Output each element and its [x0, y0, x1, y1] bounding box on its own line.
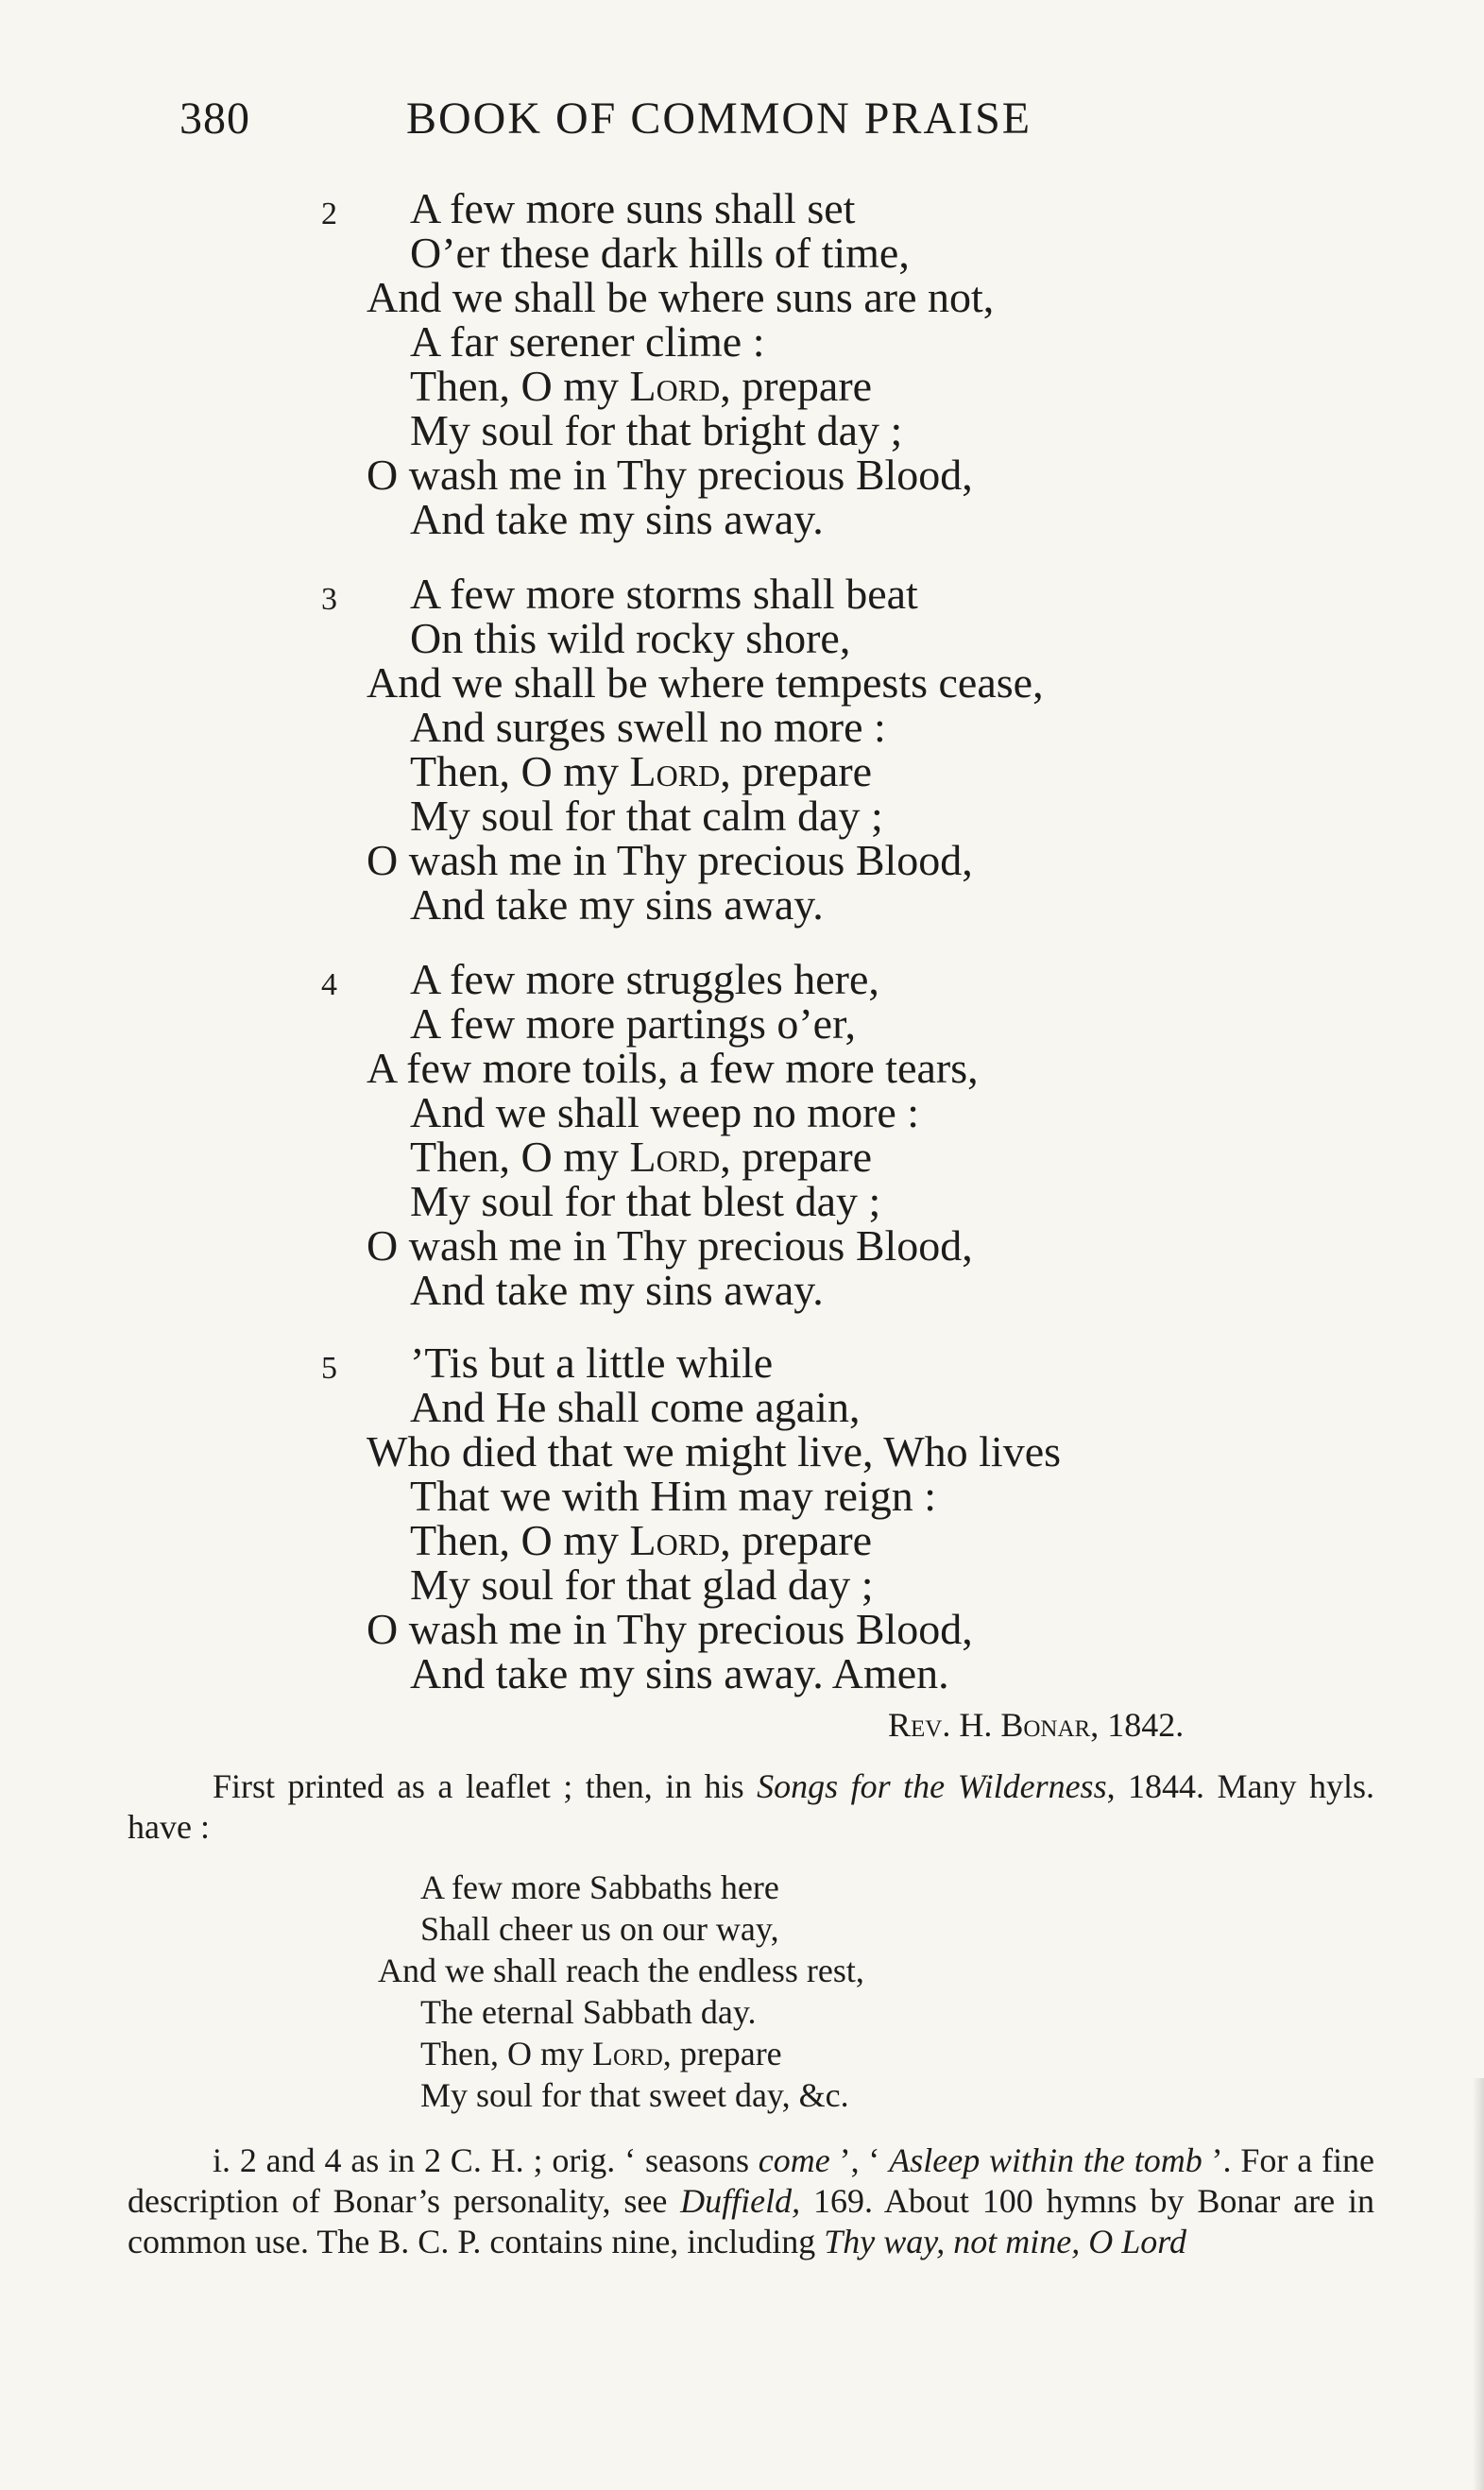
stanza-number: 3	[321, 582, 337, 617]
hymn-attribution	[888, 1705, 1184, 1745]
verse-line: And take my sins away.	[410, 880, 824, 929]
verse-line: My soul for that calm day ;	[410, 792, 883, 840]
verse-line: That we with Him may reign :	[410, 1472, 936, 1520]
note-first-printed: First printed as a leaflet ; then, in his Songs for the Wilderness, 1844. Many hyls. have :	[128, 1767, 1375, 1846]
verse-line: And we shall be where suns are not,	[367, 273, 995, 321]
verse-line: And take my sins away.	[410, 1266, 824, 1314]
verse-line: On this wild rocky shore,	[410, 614, 851, 662]
verse-line: A few more suns shall set	[410, 184, 856, 232]
verse-line: O’er these dark hills of time,	[410, 229, 910, 277]
author-year: , 1842.	[1090, 1706, 1185, 1744]
quoted-line: Then, O my Lord, prepare	[420, 2035, 782, 2072]
quoted-line: And we shall reach the endless rest,	[378, 1952, 864, 1989]
verse-line: And we shall weep no more :	[410, 1088, 920, 1136]
stanza-number: 2	[321, 196, 337, 231]
quoted-line: A few more Sabbaths here	[420, 1868, 779, 1906]
verse-line: Who died that we might live, Who lives	[367, 1427, 1062, 1475]
verse-line: And we shall be where tempests cease,	[367, 658, 1044, 707]
verse-line: A far serener clime :	[410, 317, 765, 366]
author-name: Rev. H. Bonar	[888, 1706, 1091, 1744]
page-header	[179, 93, 1152, 159]
verse-line: Then, O my Lord, prepare	[410, 747, 873, 795]
verse-line: My soul for that blest day ;	[410, 1177, 881, 1225]
verse-line: My soul for that glad day ;	[410, 1561, 874, 1609]
verse-line: And take my sins away. Amen.	[410, 1649, 949, 1697]
verse-line: And take my sins away.	[410, 495, 824, 543]
verse-line: Then, O my Lord, prepare	[410, 362, 873, 410]
verse-line: ’Tis but a little while	[410, 1339, 774, 1387]
running-title: BOOK OF COMMON PRAISE	[406, 94, 1032, 144]
quoted-line: My soul for that sweet day, &c.	[420, 2076, 849, 2114]
verse-line: My soul for that bright day ;	[410, 406, 903, 454]
verse-line: A few more partings o’er,	[410, 999, 857, 1048]
note-variants: i. 2 and 4 as in 2 C. H. ; orig. ‘ seasons come ’, ‘ Asleep within the tomb ’. For a fine description of Bonar’s personality, see Duffield, 169. About 100 hymns by Bonar are in common use. The B. C. P. contains nine, including Thy way, not mine, O Lord	[128, 2141, 1374, 2260]
quoted-line: Shall cheer us on our way,	[420, 1910, 779, 1948]
verse-line: And surges swell no more :	[410, 703, 886, 751]
verse-line: O wash me in Thy precious Blood,	[367, 1221, 973, 1270]
verse-line: And He shall come again,	[410, 1383, 861, 1431]
book-title: Songs for the Wilderness	[757, 1767, 1107, 1805]
verse-line: O wash me in Thy precious Blood,	[367, 1605, 973, 1653]
verse-line: O wash me in Thy precious Blood,	[367, 836, 973, 884]
verse-line: A few more toils, a few more tears,	[367, 1044, 979, 1092]
verse-line: A few more storms shall beat	[410, 570, 918, 618]
stanza-number: 4	[321, 967, 337, 1002]
stanza-number: 5	[321, 1351, 337, 1386]
verse-line: A few more struggles here,	[410, 955, 879, 1003]
quoted-line: The eternal Sabbath day.	[420, 1993, 757, 2031]
page-edge-shadow	[1473, 2078, 1484, 2490]
page-number: 380	[179, 94, 250, 144]
verse-line: Then, O my Lord, prepare	[410, 1516, 873, 1564]
verse-line: Then, O my Lord, prepare	[410, 1133, 873, 1181]
verse-line: O wash me in Thy precious Blood,	[367, 451, 973, 499]
